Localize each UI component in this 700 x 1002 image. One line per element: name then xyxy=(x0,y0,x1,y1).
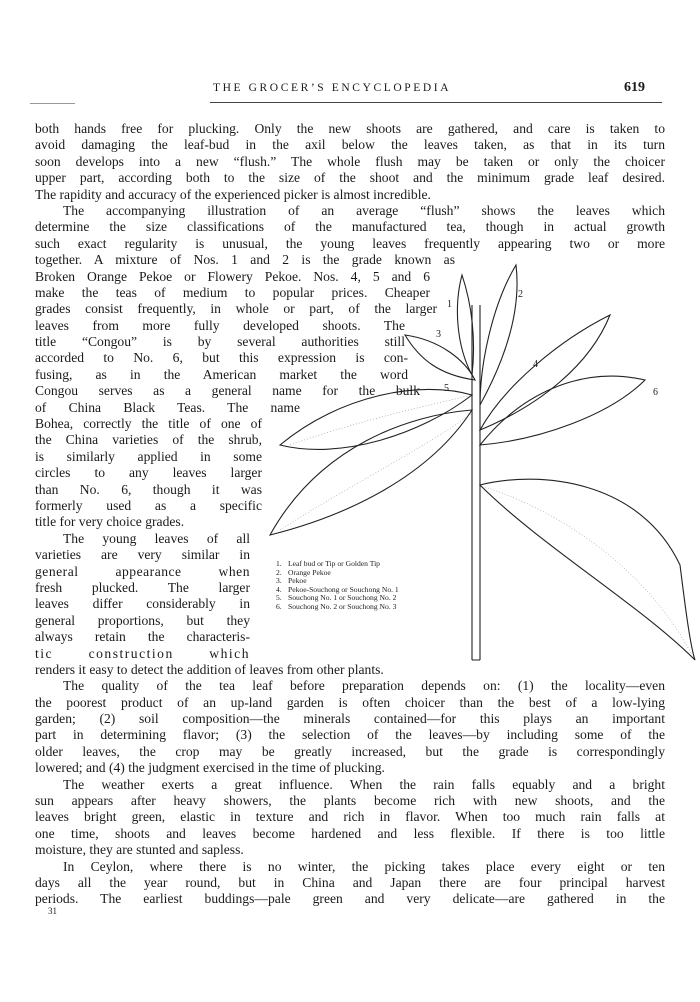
text-line: the China varieties of the shrub, xyxy=(35,432,262,448)
text-line: sun appears after heavy showers, the plants become rich with new shoots, and the xyxy=(35,793,665,809)
text-line: the poorest product of an up-land garden is often choicer than the best of a low-lying xyxy=(35,694,665,710)
legend-text: Pekoe xyxy=(288,576,307,586)
text-line: part in determining flavor; (3) the selection of the leaves—by including some of the xyxy=(35,727,665,743)
text-line: general appearance when xyxy=(35,563,250,579)
text-line: both hands free for plucking. Only the new shoots are gathered, and care is taken to xyxy=(35,121,665,136)
header-rule xyxy=(210,102,662,103)
text-line: leaves differ considerably in xyxy=(35,596,250,612)
text-line: leaves from more fully developed shoots. The xyxy=(35,317,405,333)
text-line: garden; (2) soil composition—the minerals contained—for this plays an important xyxy=(35,711,665,727)
text-line: accorded to No. 6, but this expression is con- xyxy=(35,350,408,366)
text-line: of China Black Teas. The name xyxy=(35,399,300,415)
running-title: THE GROCER’S ENCYCLOPEDIA xyxy=(213,82,452,94)
figure-label-2: 2 xyxy=(518,289,523,300)
text-line: such exact regularity is unusual, the young leaves frequently appearing two or more xyxy=(35,235,665,251)
text-line: varieties are very similar in xyxy=(35,547,250,563)
page-number: 619 xyxy=(624,80,645,95)
figure-label-4: 4 xyxy=(533,359,538,370)
text-line: The young leaves of all xyxy=(63,530,250,546)
legend-num: 4. xyxy=(276,584,282,594)
legend-num: 5. xyxy=(276,593,282,603)
text-line: fusing, as in the American market the word xyxy=(35,366,408,382)
figure-label-3: 3 xyxy=(436,329,441,340)
running-header xyxy=(0,80,700,100)
text-line: avoid damaging the leaf-bud in the axil below the leaves taken, as that in its turn xyxy=(35,137,665,153)
text-line: leaves bright green, elastic in texture and rich in flavor. When too much rain falls at xyxy=(35,809,665,825)
text-line: grades consist frequently, in whole or part, of the larger xyxy=(35,301,437,317)
text-line: renders it easy to detect the addition of leaves from other plants. xyxy=(35,661,384,677)
text-line: soon develops into a new “flush.” The whole flush may be taken or only the choicer xyxy=(35,153,665,169)
signature-mark: 31 xyxy=(48,906,57,916)
text-line: circles to any leaves larger xyxy=(35,465,262,481)
legend-num: 1. xyxy=(276,559,282,568)
text-line: The weather exerts a great influence. When the rain falls equably and a bright xyxy=(63,776,665,792)
text-line: Congou serves as a general name for the bulk xyxy=(35,383,420,399)
text-line: moisture, they are stunted and sapless. xyxy=(35,842,244,858)
text-line: determine the size classifications of the manufactured tea, though in actual growth xyxy=(35,219,665,235)
figure-label-6: 6 xyxy=(653,387,658,398)
text-line: older leaves, the crop may be greatly increased, but the grade is correspondingly xyxy=(35,743,665,759)
text-line: make the teas of medium to popular prices. Cheaper xyxy=(35,284,430,300)
text-line: fresh plucked. The larger xyxy=(35,579,250,595)
legend-num: 3. xyxy=(276,576,282,586)
text-line: The rapidity and accuracy of the experienced picker is almost incredible. xyxy=(35,186,431,202)
legend-text: Souchong No. 2 or Souchong No. 3 xyxy=(288,601,397,611)
text-line: together. A mixture of Nos. 1 and 2 is the grade known as xyxy=(35,252,455,268)
text-line: days all the year round, but in China and Japan there are four principal harvest xyxy=(35,874,665,890)
legend-num: 2. xyxy=(276,567,282,577)
text-line: Bohea, correctly the title of one of xyxy=(35,416,262,432)
text-line: formerly used as a specific xyxy=(35,497,262,513)
text-line: The accompanying illustration of an average “flush” shows the leaves which xyxy=(63,202,665,218)
legend-text: Leaf bud or Tip or Golden Tip xyxy=(288,559,380,568)
legend-text: Pekoe-Souchong or Souchong No. 1 xyxy=(288,584,399,594)
text-line: upper part, according both to the size of the shoot and the minimum grade leaf desired. xyxy=(35,170,665,186)
text-line: Broken Orange Pekoe or Flowery Pekoe. Nos. 4, 5 and 6 xyxy=(35,268,430,284)
text-line: title for very choice grades. xyxy=(35,514,185,530)
figure-label-5: 5 xyxy=(444,383,449,394)
text-line: one time, shoots and leaves become hardened and less flexible. If there is too little xyxy=(35,825,665,841)
body-text xyxy=(35,121,665,908)
text-line: The quality of the tea leaf before preparation depends on: (1) the locality—even xyxy=(63,678,665,694)
text-line: lowered; and (4) the judgment exercised in the time of plucking. xyxy=(35,760,385,776)
text-line: tic construction which xyxy=(35,645,250,661)
text-line: title “Congou” is by several authorities still xyxy=(35,334,405,350)
figure-label-1: 1 xyxy=(447,299,452,310)
text-line: always retain the characteris- xyxy=(35,629,250,645)
text-line: general proportions, but they xyxy=(35,612,250,628)
text-line: periods. The earliest buddings—pale green and very delicate—are gathered in the xyxy=(35,891,665,907)
legend-num: 6. xyxy=(276,601,282,611)
text-line: is similarly applied in some xyxy=(35,448,262,464)
legend-text: Souchong No. 1 or Souchong No. 2 xyxy=(288,593,397,603)
text-line: than No. 6, though it was xyxy=(35,481,262,497)
text-line: In Ceylon, where there is no winter, the picking takes place every eight or ten xyxy=(63,858,665,874)
legend-text: Orange Pekoe xyxy=(288,567,331,577)
header-rule-left xyxy=(30,103,75,104)
